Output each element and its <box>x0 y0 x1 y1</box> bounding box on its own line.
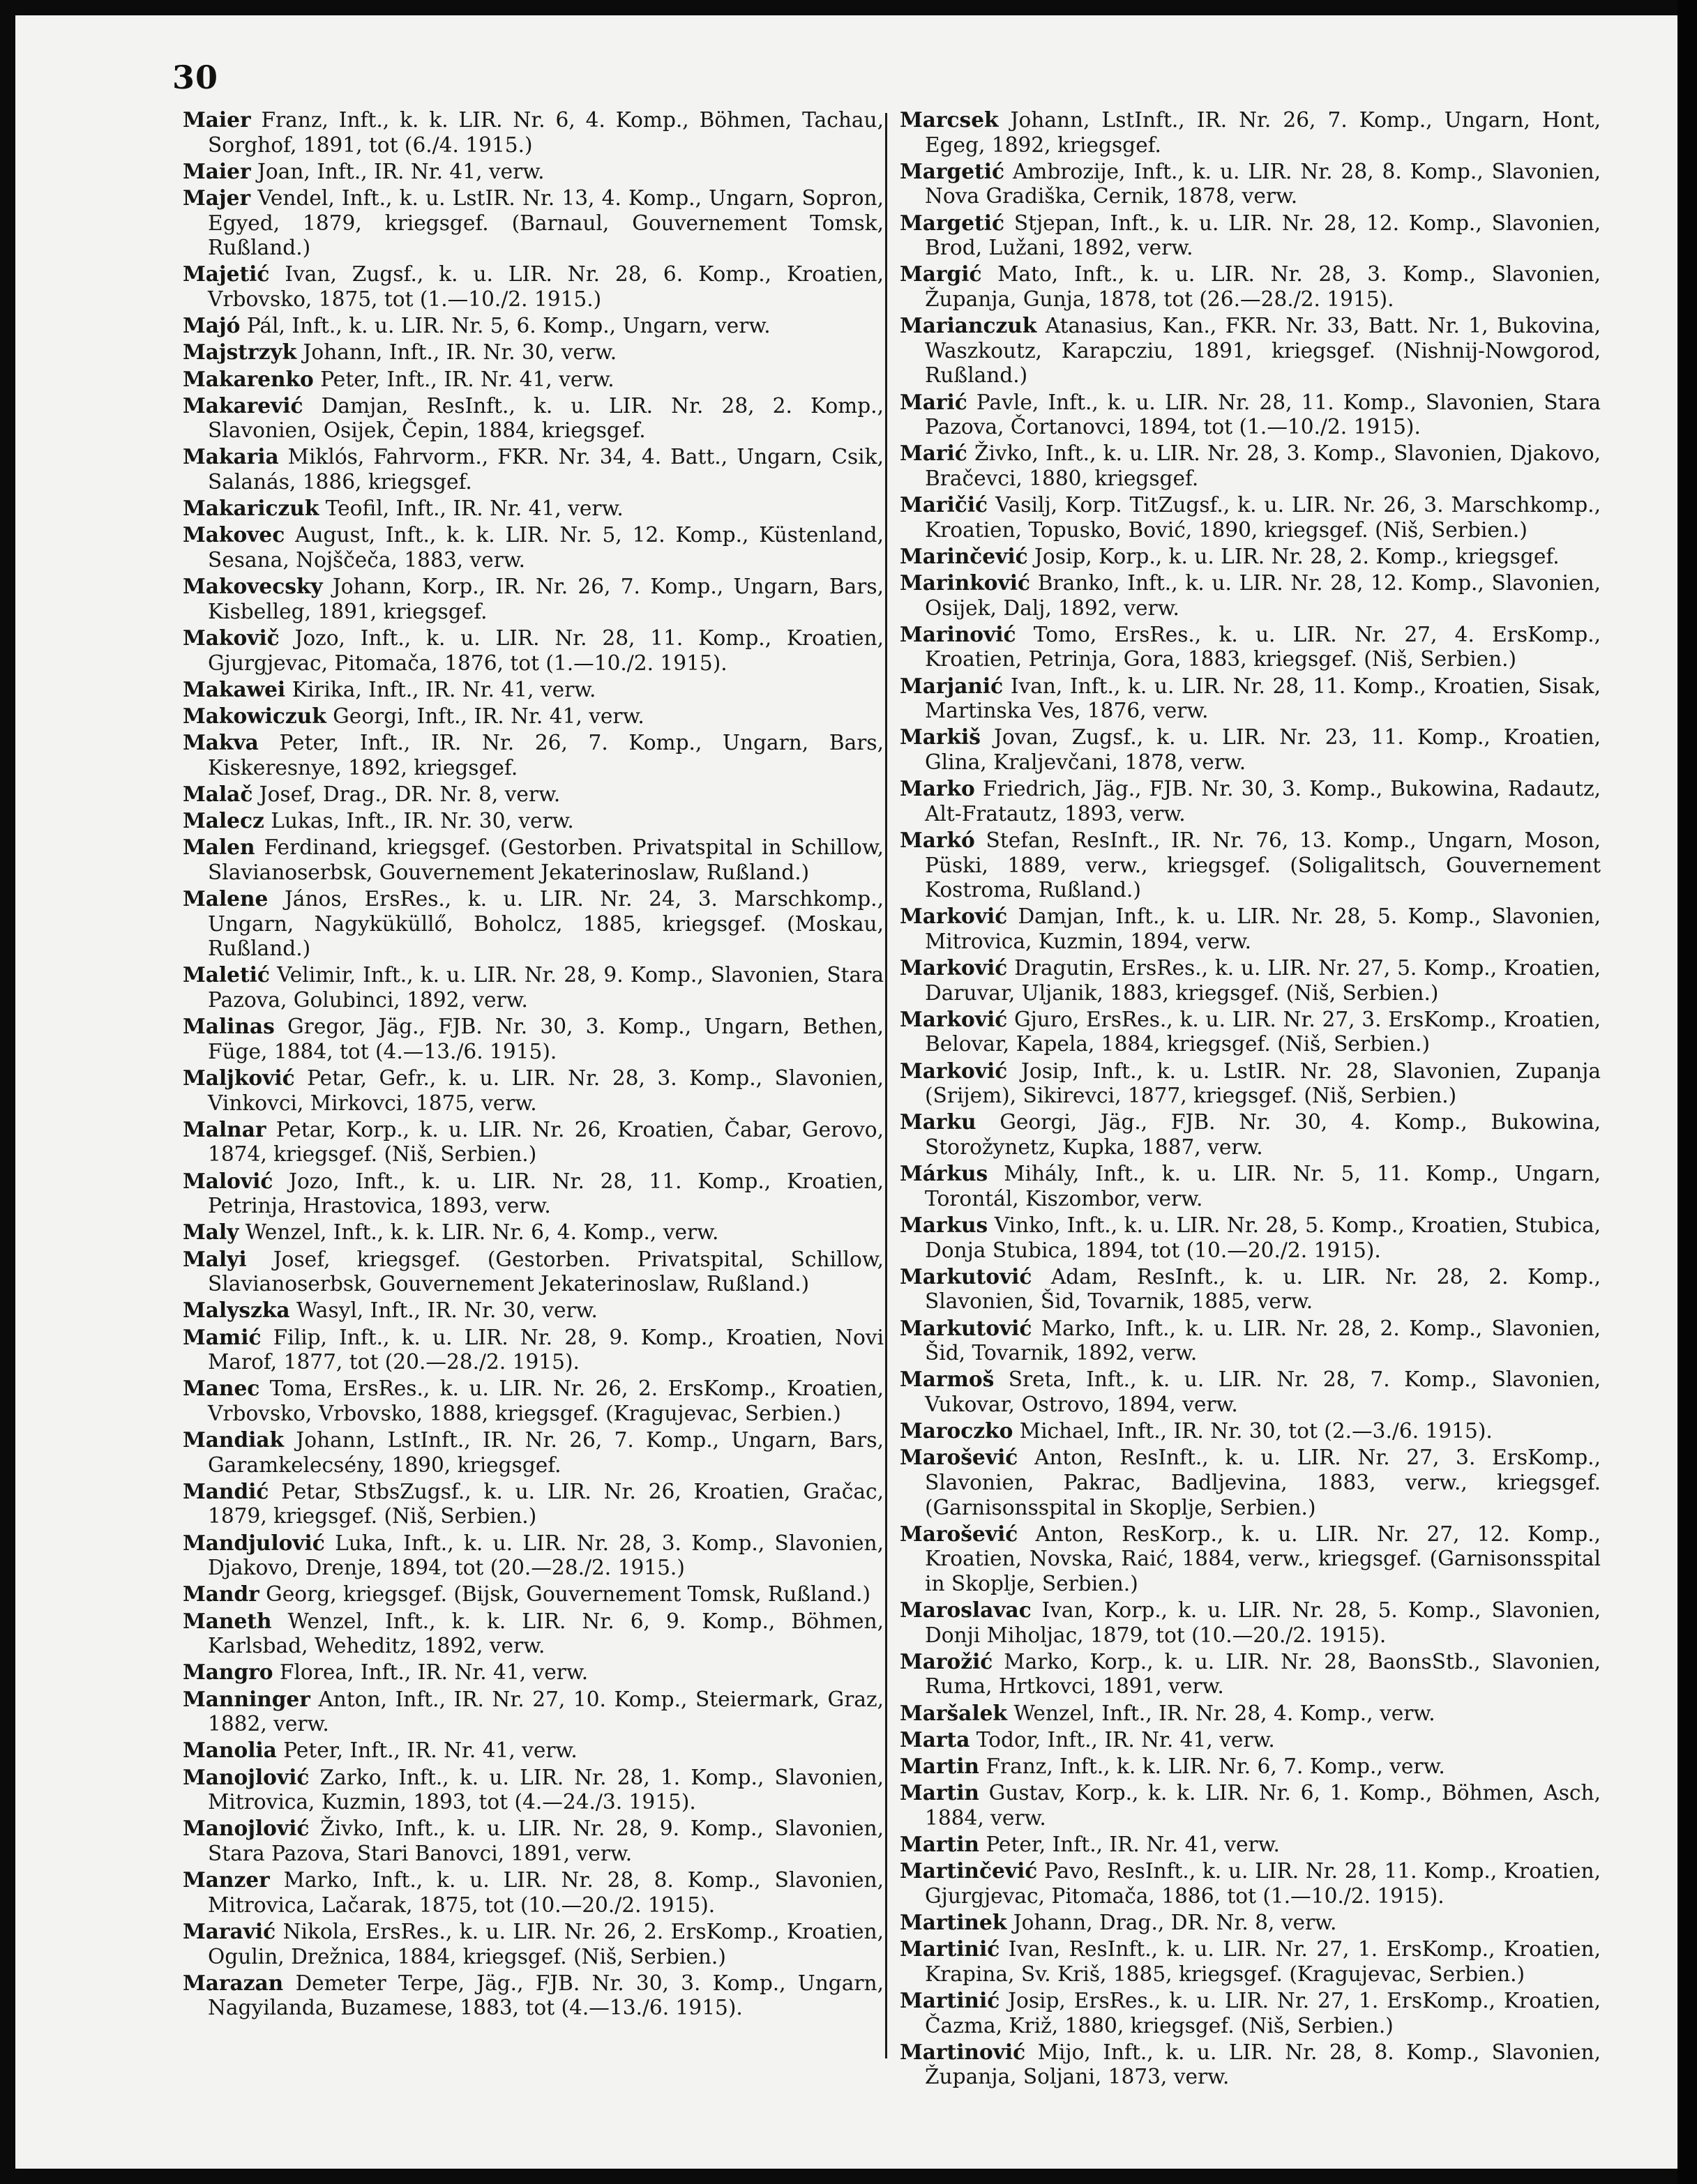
entry-surname: Martin <box>900 1780 979 1805</box>
list-item <box>183 340 884 365</box>
entry-surname: Maneth <box>183 1608 272 1633</box>
list-item <box>900 441 1601 491</box>
entry-surname: Marić <box>900 441 967 466</box>
entry-surname: Martinek <box>900 1909 1007 1934</box>
list-item <box>900 1910 1601 1936</box>
entry-surname: Marianczuk <box>900 313 1037 338</box>
list-item <box>900 211 1601 261</box>
entry-surname: Majetić <box>183 261 270 287</box>
list-item <box>183 1427 884 1478</box>
entry-details: Petar, Korp., k. u. LIR. Nr. 26, Kroatien, Čabar, Gerovo, 1874, kriegsgef. (Niš, Serbien.) <box>208 1117 884 1167</box>
entry-details: Velimir, Inft., k. u. LIR. Nr. 28, 9. Komp., Slavonien, Stara Pazova, Golubinci, 1892, verw. <box>208 963 884 1013</box>
entry-details: Anton, ResKorp., k. u. LIR. Nr. 27, 12. Komp., Kroatien, Novska, Raić, 1884, verw., kriegsgef. (Garnisonsspital in Skoplje, Serbien.) <box>925 1522 1601 1595</box>
entry-details: Miklós, Fahrvorm., FKR. Nr. 34, 4. Batt., Ungarn, Csik, Salanás, 1886, kriegsgef. <box>208 445 884 494</box>
list-item <box>183 886 884 962</box>
list-item <box>900 1727 1601 1753</box>
list-item <box>900 904 1601 954</box>
entry-details: Ivan, Korp., k. u. LIR. Nr. 28, 5. Komp., Slavonien, Donji Miholjac, 1879, tot (10.—20./2. 1915). <box>925 1598 1601 1647</box>
entry-surname: Makariczuk <box>183 496 319 521</box>
entry-details: Petar, StbsZugsf., k. u. LIR. Nr. 26, Kroatien, Gračac, 1879, kriegsgef. (Niš, Serbien.) <box>208 1479 884 1529</box>
entry-details: Nikola, ErsRes., k. u. LIR. Nr. 26, 2. ErsKomp., Kroatien, Ogulin, Drežnica, 1884, kriegsgef. (Niš, Serbien.) <box>208 1919 884 1969</box>
entry-surname: Maroczko <box>900 1418 1013 1443</box>
entry-details: Branko, Inft., k. u. LIR. Nr. 28, 12. Komp., Slavonien, Osijek, Dalj, 1892, verw. <box>925 571 1601 620</box>
entry-surname: Maletić <box>183 962 270 987</box>
entry-details: Anton, Inft., IR. Nr. 27, 10. Komp., Steiermark, Graz, 1882, verw. <box>208 1687 884 1736</box>
entry-details: Pál, Inft., k. u. LIR. Nr. 5, 6. Komp., Ungarn, verw. <box>246 314 771 338</box>
entry-surname: Marić <box>900 389 967 414</box>
list-item <box>183 704 884 729</box>
entry-details: Damjan, ResInft., k. u. LIR. Nr. 28, 2. Komp., Slavonien, Osijek, Čepin, 1884, kriegsgef. <box>208 393 884 443</box>
list-item <box>183 393 884 443</box>
entry-surname: Maljković <box>183 1066 295 1091</box>
entry-details: Petar, Gefr., k. u. LIR. Nr. 28, 3. Komp., Slavonien, Vinkovci, Mirkovci, 1875, verw. <box>208 1066 884 1115</box>
list-item <box>900 1109 1601 1160</box>
entry-details: Ivan, Inft., k. u. LIR. Nr. 28, 11. Komp., Kroatien, Sisak, Martinska Ves, 1876, verw. <box>925 674 1601 723</box>
entry-surname: Markó <box>900 827 975 852</box>
list-item <box>900 725 1601 775</box>
list-item <box>900 1367 1601 1417</box>
entry-details: Sreta, Inft., k. u. LIR. Nr. 28, 7. Komp., Slavonien, Vukovar, Ostrovo, 1894, verw. <box>925 1367 1601 1416</box>
entry-surname: Manninger <box>183 1686 310 1711</box>
entry-surname: Manojlović <box>183 1764 310 1789</box>
entry-details: Vinko, Inft., k. u. LIR. Nr. 28, 5. Komp., Kroatien, Stubica, Donja Stubica, 1894, tot (10.—20./2. 1915). <box>925 1213 1601 1262</box>
entry-details: Josip, Inft., k. u. LstIR. Nr. 28, Slavonien, Zupanja (Srijem), Sikirevci, 1877, kriegsgef. (Niš, Serbien.) <box>925 1059 1601 1108</box>
entry-surname: Margetić <box>900 158 1004 183</box>
entry-surname: Mangro <box>183 1660 273 1685</box>
entry-details: Vendel, Inft., k. u. LstIR. Nr. 13, 4. Komp., Ungarn, Sopron, Egyed, 1879, kriegsgef. (Barnaul, Gouvernement Tomsk, Rußland.) <box>208 185 884 260</box>
entry-details: János, ErsRes., k. u. LIR. Nr. 24, 3. Marschkomp., Ungarn, Nagyküküllő, Boholcz, 1885, kriegsgef. (Moskau, Rußland.) <box>208 887 884 961</box>
list-item <box>183 574 884 624</box>
entry-surname: Marazan <box>183 1970 284 1995</box>
entry-details: Kirika, Inft., IR. Nr. 41, verw. <box>292 677 596 702</box>
entry-details: Lukas, Inft., IR. Nr. 30, verw. <box>271 809 574 833</box>
entry-details: Marko, Korp., k. u. LIR. Nr. 28, BaonsStb., Slavonien, Ruma, Hrtkovci, 1891, verw. <box>925 1649 1601 1699</box>
entry-surname: Malyszka <box>183 1298 290 1323</box>
entry-details: Jovan, Zugsf., k. u. LIR. Nr. 23, 11. Komp., Kroatien, Glina, Kraljevčani, 1878, verw. <box>925 725 1601 774</box>
list-item <box>900 1007 1601 1057</box>
entry-surname: Marjanić <box>900 673 1004 698</box>
entry-surname: Martinić <box>900 1936 1000 1962</box>
list-item <box>183 625 884 676</box>
entry-details: Pavo, ResInft., k. u. LIR. Nr. 28, 11. Komp., Kroatien, Gjurgjevac, Pitomača, 1886, tot (1.—10./2. 1915). <box>925 1859 1601 1908</box>
entry-surname: Malinas <box>183 1014 275 1039</box>
entry-surname: Majó <box>183 313 241 338</box>
entry-surname: Maier <box>183 107 251 132</box>
entry-details: Zarko, Inft., k. u. LIR. Nr. 28, 1. Komp., Slavonien, Mitrovica, Kuzmin, 1893, tot (4.—24./3. 1915). <box>208 1765 884 1814</box>
entry-surname: Marošević <box>900 1445 1018 1470</box>
entry-details: Ivan, ResInft., k. u. LIR. Nr. 27, 1. ErsKomp., Kroatien, Krapina, Sv. Kriš, 1885, kriegsgef. (Kragujevac, Serbien.) <box>925 1937 1601 1986</box>
entry-surname: Manec <box>183 1376 260 1401</box>
entry-details: Adam, ResInft., k. u. LIR. Nr. 28, 2. Komp., Slavonien, Šid, Tovarnik, 1885, verw. <box>925 1264 1601 1314</box>
entry-surname: Marta <box>900 1727 970 1752</box>
entry-surname: Malnar <box>183 1116 266 1142</box>
entry-details: Demeter Terpe, Jäg., FJB. Nr. 30, 3. Komp., Ungarn, Nagyilanda, Buzamese, 1883, tot (4.—13./6. 1915). <box>208 1971 884 2020</box>
list-item <box>900 313 1601 388</box>
list-item <box>900 159 1601 209</box>
entry-details: Joan, Inft., IR. Nr. 41, verw. <box>257 159 545 183</box>
scanned-page <box>15 15 1680 2169</box>
list-item <box>900 1598 1601 1648</box>
list-item <box>183 1298 884 1324</box>
list-item <box>183 313 884 339</box>
entry-details: Toma, ErsRes., k. u. LIR. Nr. 26, 2. ErsKomp., Kroatien, Vrbovsko, Vrbovsko, 1888, kriegsgef. (Kragujevac, Serbien.) <box>208 1377 884 1425</box>
entry-surname: Marku <box>900 1109 976 1135</box>
entry-surname: Malač <box>183 781 253 806</box>
list-item <box>183 1582 884 1607</box>
list-item <box>900 1936 1601 1987</box>
list-item <box>900 1264 1601 1314</box>
entry-surname: Maričić <box>900 492 988 517</box>
list-item <box>900 674 1601 724</box>
entry-details: Georgi, Inft., IR. Nr. 41, verw. <box>333 704 644 728</box>
entry-details: Stjepan, Inft., k. u. LIR. Nr. 28, 12. Komp., Slavonien, Brod, Lužani, 1892, verw. <box>925 211 1601 260</box>
scan-edge <box>1677 0 1697 2184</box>
entry-details: Josip, ErsRes., k. u. LIR. Nr. 27, 1. ErsKomp., Kroatien, Čazma, Križ, 1880, kriegsgef. (Niš, Serbien.) <box>925 1988 1601 2038</box>
entry-surname: Maravić <box>183 1918 276 1943</box>
entry-surname: Maroslavac <box>900 1598 1032 1623</box>
entry-details: Pavle, Inft., k. u. LIR. Nr. 28, 11. Komp., Slavonien, Stara Pazova, Čortanovci, 1894, tot (1.—10./2. 1915). <box>925 390 1601 439</box>
list-item <box>900 1213 1601 1263</box>
list-item <box>183 1867 884 1918</box>
entry-details: Josip, Korp., k. u. LIR. Nr. 28, 2. Komp., kriegsgef. <box>1034 544 1560 568</box>
entry-surname: Malyi <box>183 1246 247 1271</box>
list-item <box>183 522 884 572</box>
entry-details: Teofil, Inft., IR. Nr. 41, verw. <box>325 496 624 521</box>
list-item <box>183 367 884 393</box>
list-item <box>183 1376 884 1426</box>
entry-surname: Majer <box>183 185 251 210</box>
entry-surname: Markus <box>900 1213 988 1237</box>
entry-surname: Mandiak <box>183 1427 285 1453</box>
right-column <box>900 107 1601 2091</box>
entry-details: Josef, kriegsgef. (Gestorben. Privatspital, Schillow, Slavianoserbsk, Gouvernement Jekaterinoslaw, Rußland.) <box>208 1247 884 1296</box>
entry-details: Michael, Inft., IR. Nr. 30, tot (2.—3./6. 1915). <box>1019 1419 1493 1443</box>
entry-surname: Makovič <box>183 625 280 650</box>
list-item <box>183 1660 884 1685</box>
entry-details: Todor, Inft., IR. Nr. 41, verw. <box>976 1727 1275 1752</box>
list-item <box>183 835 884 885</box>
entry-surname: Marko <box>900 776 975 801</box>
entry-surname: Margić <box>900 261 982 287</box>
list-item <box>900 1832 1601 1858</box>
list-item <box>183 1169 884 1219</box>
list-item <box>183 1247 884 1297</box>
list-item <box>900 776 1601 826</box>
entry-surname: Martinčević <box>900 1858 1038 1883</box>
entry-surname: Malene <box>183 886 269 911</box>
list-item <box>900 1161 1601 1211</box>
entry-surname: Marinović <box>900 621 1016 646</box>
entry-surname: Marinković <box>900 570 1030 596</box>
entry-surname: Maršalek <box>900 1700 1007 1725</box>
entry-details: Georgi, Jäg., FJB. Nr. 30, 4. Komp., Bukowina, Storožynetz, Kupka, 1887, verw. <box>925 1110 1601 1160</box>
list-item <box>183 1014 884 1064</box>
list-item <box>900 107 1601 158</box>
list-item <box>900 622 1601 672</box>
entry-surname: Malecz <box>183 808 264 833</box>
entry-surname: Marožić <box>900 1648 993 1674</box>
list-item <box>183 107 884 158</box>
entry-details: Johann, Inft., IR. Nr. 30, verw. <box>303 340 617 365</box>
entry-details: Stefan, ResInft., IR. Nr. 76, 13. Komp., Ungarn, Moson, Püski, 1889, verw., kriegsgef. (Soligalitsch, Gouvernement Kostroma, Rußland.) <box>925 828 1601 902</box>
list-item <box>900 1988 1601 2038</box>
entry-surname: Martinović <box>900 2039 1026 2064</box>
entry-details: Živko, Inft., k. u. LIR. Nr. 28, 3. Komp., Slavonien, Djakovo, Bračevci, 1880, kriegsgef. <box>925 441 1601 490</box>
list-item <box>900 1780 1601 1830</box>
list-item <box>183 1479 884 1529</box>
list-item <box>183 1066 884 1116</box>
entry-details: Friedrich, Jäg., FJB. Nr. 30, 3. Komp., Bukowina, Radautz, Alt-Fratautz, 1893, verw. <box>925 777 1601 826</box>
entry-surname: Manzer <box>183 1867 270 1893</box>
list-item <box>183 261 884 312</box>
entry-details: Atanasius, Kan., FKR. Nr. 33, Batt. Nr. 1, Bukovina, Waszkoutz, Karapcziu, 1891, kriegsgef. (Nishnij-Nowgorod, Rußland.) <box>925 314 1601 388</box>
entry-surname: Marković <box>900 1006 1008 1031</box>
entry-details: Peter, Inft., IR. Nr. 26, 7. Komp., Ungarn, Bars, Kiskeresnye, 1892, kriegsgef. <box>208 731 884 780</box>
entry-details: Marko, Inft., k. u. LIR. Nr. 28, 2. Komp., Slavonien, Šid, Tovarnik, 1892, verw. <box>925 1316 1601 1365</box>
entry-surname: Makaria <box>183 444 279 469</box>
entry-details: Wenzel, Inft., k. k. LIR. Nr. 6, 9. Komp., Böhmen, Karlsbad, Weheditz, 1892, verw. <box>208 1609 884 1658</box>
entry-details: Josef, Drag., DR. Nr. 8, verw. <box>259 782 561 806</box>
entry-details: Damjan, Inft., k. u. LIR. Nr. 28, 5. Komp., Slavonien, Mitrovica, Kuzmin, 1894, verw. <box>925 904 1601 953</box>
entry-surname: Malen <box>183 835 255 860</box>
entry-details: Gjuro, ErsRes., k. u. LIR. Nr. 27, 3. ErsKomp., Kroatien, Belovar, Kapela, 1884, kriegsgef. (Niš, Serbien.) <box>925 1007 1601 1056</box>
list-item <box>183 1531 884 1581</box>
entry-surname: Majstrzyk <box>183 340 297 365</box>
list-item <box>900 570 1601 621</box>
entry-details: Gustav, Korp., k. k. LIR. Nr. 6, 1. Komp., Böhmen, Asch, 1884, verw. <box>925 1781 1601 1830</box>
list-item <box>183 808 884 834</box>
entry-surname: Maier <box>183 158 251 183</box>
list-item <box>183 782 884 807</box>
entry-surname: Mandić <box>183 1478 269 1503</box>
list-item <box>900 1059 1601 1109</box>
entry-details: Mihály, Inft., k. u. LIR. Nr. 5, 11. Komp., Ungarn, Torontál, Kiszombor, verw. <box>925 1162 1601 1211</box>
entry-surname: Márkus <box>900 1161 988 1186</box>
entry-details: Peter, Inft., IR. Nr. 41, verw. <box>283 1738 578 1763</box>
entry-details: Johann, LstInft., IR. Nr. 26, 7. Komp., Ungarn, Bars, Garamkelecsény, 1890, kriegsgef. <box>208 1428 884 1477</box>
entry-details: Wasyl, Inft., IR. Nr. 30, verw. <box>296 1298 598 1323</box>
list-item <box>183 496 884 522</box>
entry-surname: Manojlović <box>183 1816 310 1841</box>
entry-surname: Markutović <box>900 1264 1032 1289</box>
entry-surname: Marinčević <box>900 543 1028 568</box>
entry-surname: Manolia <box>183 1738 277 1763</box>
entry-details: Ambrozije, Inft., k. u. LIR. Nr. 28, 8. Komp., Slavonien, Nova Gradiška, Cernik, 1878, verw. <box>925 159 1601 208</box>
list-item <box>900 1418 1601 1444</box>
entry-details: Johann, LstInft., IR. Nr. 26, 7. Komp., Ungarn, Hont, Egeg, 1892, kriegsgef. <box>925 108 1601 157</box>
list-item <box>900 1649 1601 1699</box>
entry-surname: Markiš <box>900 725 981 750</box>
list-item <box>183 1325 884 1375</box>
entry-details: Wenzel, Inft., IR. Nr. 28, 4. Komp., verw. <box>1013 1701 1435 1725</box>
list-item <box>900 828 1601 903</box>
list-item <box>900 955 1601 1006</box>
entry-details: Živko, Inft., k. u. LIR. Nr. 28, 9. Komp., Slavonien, Stara Pazova, Stari Banovci, 1891, verw. <box>208 1817 884 1865</box>
list-item <box>183 1687 884 1737</box>
page-number: 30 <box>172 59 219 96</box>
list-item <box>900 1316 1601 1366</box>
entry-surname: Mandjulović <box>183 1530 325 1555</box>
left-column <box>183 107 884 2022</box>
entry-surname: Makowiczuk <box>183 703 326 728</box>
entry-surname: Marković <box>900 955 1008 980</box>
entry-details: Franz, Inft., k. k. LIR. Nr. 6, 7. Komp., verw. <box>986 1754 1445 1778</box>
entry-details: Gregor, Jäg., FJB. Nr. 30, 3. Komp., Ungarn, Bethen, Füge, 1884, tot (4.—13./6. 1915). <box>208 1015 884 1063</box>
list-item <box>183 677 884 703</box>
list-item <box>900 492 1601 543</box>
entry-surname: Martin <box>900 1754 979 1778</box>
list-item <box>900 1754 1601 1780</box>
entry-surname: Makarević <box>183 393 303 418</box>
list-item <box>183 1971 884 2021</box>
entry-surname: Marcsek <box>900 107 999 132</box>
list-item <box>183 159 884 185</box>
entry-details: Filip, Inft., k. u. LIR. Nr. 28, 9. Komp., Kroatien, Novi Marof, 1877, tot (20.—28./2. 1915). <box>208 1325 884 1374</box>
entry-surname: Makawei <box>183 676 286 702</box>
entry-details: Tomo, ErsRes., k. u. LIR. Nr. 27, 4. ErsKomp., Kroatien, Petrinja, Gora, 1883, kriegsgef. (Niš, Serbien.) <box>925 622 1601 672</box>
list-item <box>183 962 884 1013</box>
entry-surname: Maly <box>183 1220 239 1245</box>
list-item <box>183 730 884 780</box>
entry-details: Peter, Inft., IR. Nr. 41, verw. <box>986 1832 1280 1856</box>
entry-details: Wenzel, Inft., k. k. LIR. Nr. 6, 4. Komp., verw. <box>245 1220 719 1245</box>
entry-surname: Margetić <box>900 210 1004 235</box>
entry-surname: Mamić <box>183 1324 262 1349</box>
entry-surname: Mandr <box>183 1582 259 1607</box>
entry-details: Johann, Korp., IR. Nr. 26, 7. Komp., Ungarn, Bars, Kisbelleg, 1891, kriegsgef. <box>208 575 884 623</box>
list-item <box>900 1858 1601 1909</box>
list-item <box>900 390 1601 440</box>
list-item <box>183 444 884 494</box>
entry-details: Mijo, Inft., k. u. LIR. Nr. 28, 8. Komp., Slavonien, Županja, Soljani, 1873, verw. <box>925 2040 1601 2089</box>
list-item <box>183 1816 884 1866</box>
entry-details: Peter, Inft., IR. Nr. 41, verw. <box>320 367 614 391</box>
entry-surname: Makovecsky <box>183 574 323 599</box>
entry-surname: Markutović <box>900 1315 1032 1340</box>
entry-details: Florea, Inft., IR. Nr. 41, verw. <box>279 1660 589 1685</box>
list-item <box>183 1738 884 1764</box>
entry-details: Luka, Inft., k. u. LIR. Nr. 28, 3. Komp., Slavonien, Djakovo, Drenje, 1894, tot (20.—28./2. 1915.) <box>208 1531 884 1580</box>
entry-surname: Makarenko <box>183 366 314 391</box>
entry-surname: Marmoš <box>900 1367 995 1392</box>
entry-surname: Marković <box>900 904 1008 929</box>
list-item <box>900 1445 1601 1520</box>
column-divider <box>885 113 887 2058</box>
entry-surname: Martin <box>900 1831 979 1856</box>
entry-surname: Makovec <box>183 522 285 547</box>
entry-details: Mato, Inft., k. u. LIR. Nr. 28, 3. Komp., Slavonien, Županja, Gunja, 1878, tot (26.—28./2. 1915). <box>925 262 1601 311</box>
list-item <box>900 544 1601 570</box>
entry-details: Vasilj, Korp. TitZugsf., k. u. LIR. Nr. 26, 3. Marschkomp., Kroatien, Topusko, Bović, 1890, kriegsgef. (Niš, Serbien.) <box>925 493 1601 542</box>
entry-details: Jozo, Inft., k. u. LIR. Nr. 28, 11. Komp., Kroatien, Gjurgjevac, Pitomača, 1876, tot (1.—10./2. 1915). <box>208 626 884 675</box>
list-item <box>183 185 884 261</box>
list-item <box>183 1117 884 1167</box>
list-item <box>183 1609 884 1659</box>
entry-surname: Martinić <box>900 1987 1000 2012</box>
entry-surname: Makva <box>183 730 259 755</box>
list-item <box>900 1522 1601 1597</box>
entry-details: Franz, Inft., k. k. LIR. Nr. 6, 4. Komp., Böhmen, Tachau, Sorghof, 1891, tot (6./4. 1915.) <box>208 108 884 157</box>
entry-details: Ferdinand, kriegsgef. (Gestorben. Privatspital in Schillow, Slavianoserbsk, Gouvernement Jekaterinoslaw, Rußland.) <box>208 835 884 884</box>
entry-surname: Malović <box>183 1168 273 1193</box>
entry-details: Anton, ResInft., k. u. LIR. Nr. 27, 3. ErsKomp., Slavonien, Pakrac, Badljevina, 1883, verw., kriegsgef. (Garnisonsspital in Skoplje, Serbien.) <box>925 1446 1601 1519</box>
entry-details: Jozo, Inft., k. u. LIR. Nr. 28, 11. Komp., Kroatien, Petrinja, Hrastovica, 1893, verw. <box>208 1169 884 1218</box>
list-item <box>900 261 1601 312</box>
entry-details: Marko, Inft., k. u. LIR. Nr. 28, 8. Komp., Slavonien, Mitrovica, Lačarak, 1875, tot (10.—20./2. 1915). <box>208 1868 884 1917</box>
entry-details: Johann, Drag., DR. Nr. 8, verw. <box>1013 1910 1337 1934</box>
entry-surname: Marković <box>900 1058 1008 1083</box>
entry-details: Georg, kriegsgef. (Bijsk, Gouvernement Tomsk, Rußland.) <box>266 1582 871 1607</box>
entry-details: Ivan, Zugsf., k. u. LIR. Nr. 28, 6. Komp., Kroatien, Vrbovsko, 1875, tot (1.—10./2. 1915.) <box>208 262 884 311</box>
list-item <box>183 1765 884 1815</box>
entry-surname: Marošević <box>900 1521 1018 1546</box>
entry-details: August, Inft., k. k. LIR. Nr. 5, 12. Komp., Küstenland, Sesana, Nojščeča, 1883, verw. <box>208 523 884 572</box>
list-item <box>183 1919 884 1969</box>
list-item <box>900 1701 1601 1727</box>
list-item <box>900 2040 1601 2090</box>
entry-details: Dragutin, ErsRes., k. u. LIR. Nr. 27, 5. Komp., Kroatien, Daruvar, Uljanik, 1883, kriegsgef. (Niš, Serbien.) <box>925 956 1601 1005</box>
list-item <box>183 1220 884 1245</box>
